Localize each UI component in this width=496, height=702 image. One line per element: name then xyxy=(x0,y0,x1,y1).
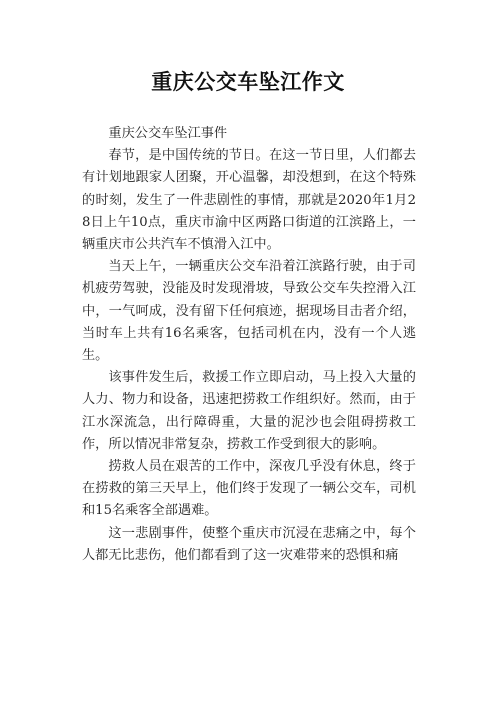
paragraph-subtitle: 重庆公交车坠江事件 xyxy=(108,126,228,141)
paragraph: 该事件发生后，救援工作立即启动，马上投入大量的人力、物力和设备，迅速把捞救工作组织好。然而，由于江水深流急，出行障碍重，大量的泥沙也会阻碍捞救工作，所以情况非常复杂，捞救工作受到很大的影响。 xyxy=(82,370,416,452)
paragraph: 当天上午，一辆重庆公交车沿着江滨路行驶，由于司机疲劳驾驶，没能及时发现滑坡，导致公交车失控滑入江中，一气呵成，没有留下任何痕迹，据现场目击者介绍，当时车上共有16名乘客，包括司机在内，没有一个人逃生。 xyxy=(82,259,416,364)
document-title: 重庆公交车坠江作文 xyxy=(151,70,345,94)
paragraph: 这一悲剧事件，使整个重庆市沉浸在悲痛之中，每个人都无比悲伤，他们都看到了这一灾难带来的恐惧和痛 xyxy=(82,525,416,563)
document-body xyxy=(82,123,416,567)
paragraph: 捞救人员在艰苦的工作中，深夜几乎没有休息，终于在捞救的第三天早上，他们终于发现了一辆公交车，司机和15名乘客全部遇难。 xyxy=(82,459,416,519)
paragraph: 春节，是中国传统的节日。在这一节日里，人们都去有计划地跟家人团聚，开心温馨，却没想到，在这个特殊的时刻，发生了一件悲剧性的事情，那就是2020年1月28日上午10点，重庆市渝中区两路口街道的江滨路上，一辆重庆市公共汽车不慎滑入江中。 xyxy=(82,148,416,253)
